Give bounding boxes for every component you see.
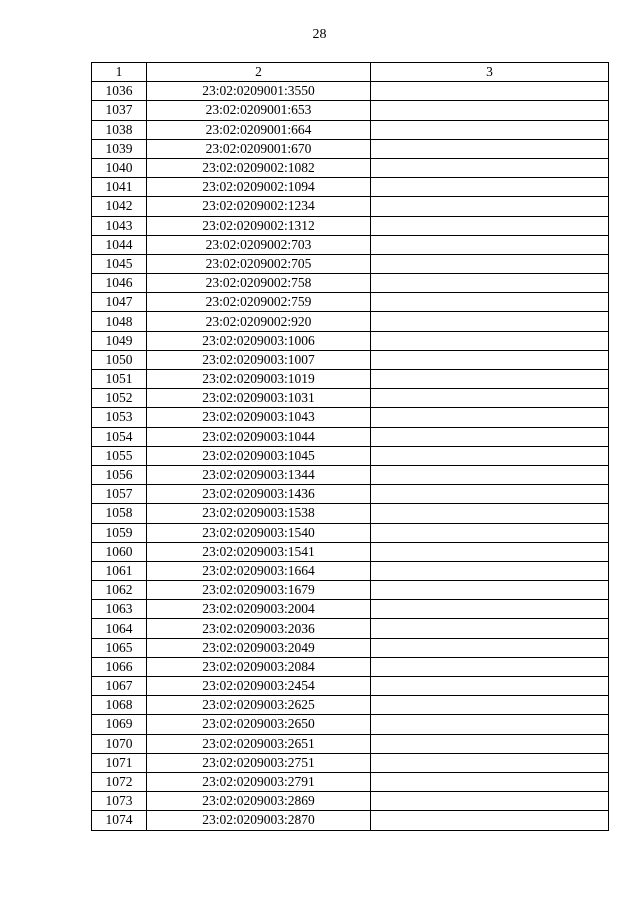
row-number-cell: 1074: [92, 811, 147, 830]
row-number-cell: 1063: [92, 600, 147, 619]
note-cell: [371, 350, 609, 369]
table-row: [92, 811, 609, 830]
note-cell: [371, 504, 609, 523]
table-row: [92, 504, 609, 523]
table-row: [92, 254, 609, 273]
note-cell: [371, 772, 609, 791]
table-row: [92, 331, 609, 350]
cadastral-number-cell: 23:02:0209003:2454: [147, 677, 371, 696]
note-cell: [371, 696, 609, 715]
row-number-cell: 1073: [92, 792, 147, 811]
cadastral-number-cell: 23:02:0209002:920: [147, 312, 371, 331]
note-cell: [371, 293, 609, 312]
row-number-cell: 1058: [92, 504, 147, 523]
note-cell: [371, 178, 609, 197]
row-number-cell: 1053: [92, 408, 147, 427]
note-cell: [371, 600, 609, 619]
cadastral-number-cell: 23:02:0209003:2036: [147, 619, 371, 638]
note-cell: [371, 197, 609, 216]
row-number-cell: 1051: [92, 370, 147, 389]
row-number-cell: 1044: [92, 235, 147, 254]
note-cell: [371, 370, 609, 389]
table-row: [92, 600, 609, 619]
note-cell: [371, 753, 609, 772]
row-number-cell: 1039: [92, 139, 147, 158]
cadastral-number-cell: 23:02:0209003:2751: [147, 753, 371, 772]
row-number-cell: 1065: [92, 638, 147, 657]
table-row: [92, 120, 609, 139]
note-cell: [371, 82, 609, 101]
note-cell: [371, 619, 609, 638]
row-number-cell: 1055: [92, 446, 147, 465]
cadastral-number-cell: 23:02:0209002:758: [147, 274, 371, 293]
table-row: [92, 753, 609, 772]
note-cell: [371, 120, 609, 139]
page-number: 28: [312, 27, 327, 42]
table-row: [92, 523, 609, 542]
row-number-cell: 1062: [92, 581, 147, 600]
cadastral-number-cell: 23:02:0209003:1007: [147, 350, 371, 369]
cadastral-number-cell: 23:02:0209003:1043: [147, 408, 371, 427]
table-row: [92, 772, 609, 791]
row-number-cell: 1068: [92, 696, 147, 715]
cadastral-number-cell: 23:02:0209003:2084: [147, 657, 371, 676]
cadastral-number-cell: 23:02:0209001:3550: [147, 82, 371, 101]
row-number-cell: 1038: [92, 120, 147, 139]
cadastral-number-cell: 23:02:0209003:2625: [147, 696, 371, 715]
row-number-cell: 1060: [92, 542, 147, 561]
note-cell: [371, 561, 609, 580]
cadastral-number-cell: 23:02:0209001:664: [147, 120, 371, 139]
note-cell: [371, 331, 609, 350]
cadastral-number-cell: 23:02:0209003:1538: [147, 504, 371, 523]
cadastral-number-cell: 23:02:0209003:2791: [147, 772, 371, 791]
cadastral-number-cell: 23:02:0209003:1541: [147, 542, 371, 561]
header-col-2: 2: [147, 63, 371, 82]
cadastral-number-cell: 23:02:0209003:2004: [147, 600, 371, 619]
row-number-cell: 1059: [92, 523, 147, 542]
table-row: [92, 542, 609, 561]
header-col-1: 1: [92, 63, 147, 82]
table-row: [92, 734, 609, 753]
row-number-cell: 1047: [92, 293, 147, 312]
note-cell: [371, 408, 609, 427]
cadastral-number-cell: 23:02:0209003:1006: [147, 331, 371, 350]
row-number-cell: 1056: [92, 465, 147, 484]
row-number-cell: 1067: [92, 677, 147, 696]
table-row: [92, 274, 609, 293]
row-number-cell: 1050: [92, 350, 147, 369]
row-number-cell: 1066: [92, 657, 147, 676]
cadastral-table: [91, 62, 609, 831]
table-row: [92, 408, 609, 427]
cadastral-number-cell: 23:02:0209003:2049: [147, 638, 371, 657]
cadastral-number-cell: 23:02:0209002:705: [147, 254, 371, 273]
cadastral-number-cell: 23:02:0209003:1540: [147, 523, 371, 542]
note-cell: [371, 542, 609, 561]
note-cell: [371, 792, 609, 811]
table-row: [92, 389, 609, 408]
cadastral-number-cell: 23:02:0209002:759: [147, 293, 371, 312]
row-number-cell: 1043: [92, 216, 147, 235]
cadastral-number-cell: 23:02:0209003:1664: [147, 561, 371, 580]
row-number-cell: 1071: [92, 753, 147, 772]
note-cell: [371, 485, 609, 504]
row-number-cell: 1069: [92, 715, 147, 734]
note-cell: [371, 446, 609, 465]
cadastral-number-cell: 23:02:0209003:2870: [147, 811, 371, 830]
note-cell: [371, 523, 609, 542]
cadastral-number-cell: 23:02:0209003:1045: [147, 446, 371, 465]
table-row: [92, 446, 609, 465]
table-row: [92, 312, 609, 331]
cadastral-number-cell: 23:02:0209002:1234: [147, 197, 371, 216]
note-cell: [371, 389, 609, 408]
cadastral-number-cell: 23:02:0209002:1082: [147, 158, 371, 177]
table-row: [92, 581, 609, 600]
row-number-cell: 1048: [92, 312, 147, 331]
table-row: [92, 350, 609, 369]
table-row: [92, 101, 609, 120]
header-row: [92, 63, 609, 82]
cadastral-number-cell: 23:02:0209001:670: [147, 139, 371, 158]
note-cell: [371, 101, 609, 120]
note-cell: [371, 734, 609, 753]
table-row: [92, 82, 609, 101]
table-row: [92, 293, 609, 312]
row-number-cell: 1045: [92, 254, 147, 273]
header-col-3: 3: [371, 63, 609, 82]
row-number-cell: 1057: [92, 485, 147, 504]
cadastral-number-cell: 23:02:0209003:1019: [147, 370, 371, 389]
table-header: [92, 63, 609, 82]
row-number-cell: 1052: [92, 389, 147, 408]
note-cell: [371, 811, 609, 830]
note-cell: [371, 715, 609, 734]
note-cell: [371, 216, 609, 235]
cadastral-number-cell: 23:02:0209003:1436: [147, 485, 371, 504]
table-row: [92, 197, 609, 216]
row-number-cell: 1072: [92, 772, 147, 791]
row-number-cell: 1036: [92, 82, 147, 101]
table-row: [92, 638, 609, 657]
row-number-cell: 1054: [92, 427, 147, 446]
cadastral-number-cell: 23:02:0209002:703: [147, 235, 371, 254]
note-cell: [371, 427, 609, 446]
table-row: [92, 657, 609, 676]
cadastral-number-cell: 23:02:0209003:1679: [147, 581, 371, 600]
table-row: [92, 715, 609, 734]
cadastral-number-cell: 23:02:0209002:1094: [147, 178, 371, 197]
row-number-cell: 1049: [92, 331, 147, 350]
table-row: [92, 677, 609, 696]
table-row: [92, 370, 609, 389]
note-cell: [371, 657, 609, 676]
note-cell: [371, 235, 609, 254]
table-row: [92, 465, 609, 484]
note-cell: [371, 274, 609, 293]
note-cell: [371, 139, 609, 158]
row-number-cell: 1041: [92, 178, 147, 197]
row-number-cell: 1046: [92, 274, 147, 293]
row-number-cell: 1037: [92, 101, 147, 120]
cadastral-number-cell: 23:02:0209003:1344: [147, 465, 371, 484]
table-row: [92, 792, 609, 811]
row-number-cell: 1040: [92, 158, 147, 177]
row-number-cell: 1042: [92, 197, 147, 216]
table-row: [92, 158, 609, 177]
cadastral-number-cell: 23:02:0209003:2650: [147, 715, 371, 734]
cadastral-number-cell: 23:02:0209003:1031: [147, 389, 371, 408]
cadastral-number-cell: 23:02:0209003:2651: [147, 734, 371, 753]
row-number-cell: 1064: [92, 619, 147, 638]
note-cell: [371, 312, 609, 331]
cadastral-number-cell: 23:02:0209003:1044: [147, 427, 371, 446]
cadastral-number-cell: 23:02:0209003:2869: [147, 792, 371, 811]
note-cell: [371, 638, 609, 657]
table-row: [92, 427, 609, 446]
cadastral-number-cell: 23:02:0209002:1312: [147, 216, 371, 235]
note-cell: [371, 158, 609, 177]
row-number-cell: 1070: [92, 734, 147, 753]
note-cell: [371, 254, 609, 273]
table-row: [92, 178, 609, 197]
table-row: [92, 485, 609, 504]
table-row: [92, 139, 609, 158]
table-row: [92, 696, 609, 715]
table-row: [92, 235, 609, 254]
table-row: [92, 561, 609, 580]
table-row: [92, 619, 609, 638]
table-row: [92, 216, 609, 235]
note-cell: [371, 581, 609, 600]
note-cell: [371, 465, 609, 484]
note-cell: [371, 677, 609, 696]
row-number-cell: 1061: [92, 561, 147, 580]
table-body: [92, 82, 609, 830]
cadastral-number-cell: 23:02:0209001:653: [147, 101, 371, 120]
